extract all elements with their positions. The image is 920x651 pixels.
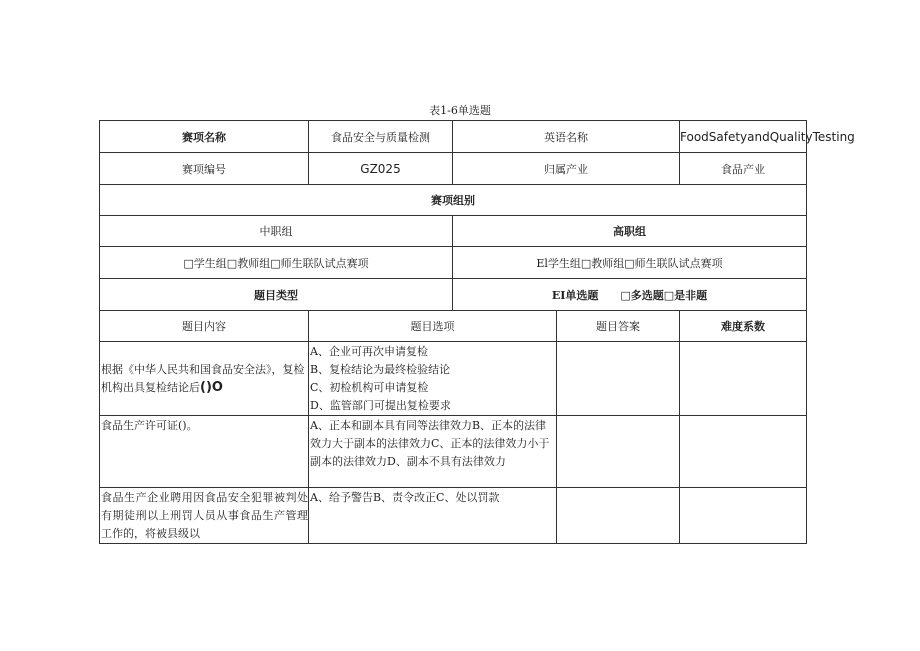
- column-header-row: [100, 311, 807, 342]
- question-content-line: 根据《中华人民共和国食品安全法》，复检: [101, 363, 305, 376]
- question-content: 食品生产企业聘用因食品安全犯罪被判处有期徒刑以上刑罚人员从事食品生产管理工作的，将被县级以: [100, 488, 309, 544]
- question-difficulty: [680, 488, 807, 544]
- question-row: [100, 342, 807, 416]
- groups-options-row: [100, 247, 807, 279]
- higher-group-options: El学生组□教师组□师生联队试点赛项: [453, 247, 807, 279]
- question-type-row: [100, 279, 807, 311]
- groups-title: 赛项组别: [100, 185, 807, 216]
- question-type-options: EI单选题 □多选题□是非题: [453, 279, 807, 311]
- question-form-table: [99, 120, 855, 544]
- event-name-row: [100, 121, 807, 153]
- secondary-group-label: 中职组: [100, 216, 453, 247]
- option-a: A、企业可再次申请复检: [310, 345, 428, 358]
- industry-label: 归属产业: [453, 153, 680, 185]
- question-answer: [557, 488, 680, 544]
- higher-group-label: 高职组: [453, 216, 807, 247]
- question-row: [100, 488, 807, 544]
- option-b: B、复检结论为最终检验结论: [310, 363, 451, 376]
- option-d: D、监管部门可提出复检要求: [310, 399, 451, 412]
- question-answer: [557, 416, 680, 488]
- question-options: [309, 342, 557, 416]
- table-caption: 表1-6单选题: [429, 104, 491, 117]
- secondary-group-options: □学生组□教师组□师生联队试点赛项: [100, 247, 453, 279]
- industry-value: 食品产业: [680, 153, 807, 185]
- event-name-label: 赛项名称: [100, 121, 309, 153]
- column-header-options: 题目选项: [309, 311, 557, 342]
- question-type-label: 题目类型: [100, 279, 453, 311]
- question-difficulty: [680, 342, 807, 416]
- question-difficulty: [680, 416, 807, 488]
- english-name-label: 英语名称: [453, 121, 680, 153]
- answer-blank: ()O: [200, 380, 223, 395]
- groups-label-row: [100, 216, 807, 247]
- event-code-value: GZ025: [309, 153, 453, 185]
- column-header-content: 题目内容: [100, 311, 309, 342]
- question-content: [100, 342, 309, 416]
- event-code-label: 赛项编号: [100, 153, 309, 185]
- english-name-value: FoodSafetyandQualityTesting: [680, 121, 807, 153]
- event-code-row: [100, 153, 807, 185]
- question-content-line: 机构出具复检结论后()O: [101, 380, 223, 395]
- event-name-value: 食品安全与质量检测: [309, 121, 453, 153]
- question-answer: [557, 342, 680, 416]
- column-header-answer: 题目答案: [557, 311, 680, 342]
- column-header-difficulty: 难度系数: [680, 311, 807, 342]
- option-c: C、初检机构可申请复检: [310, 381, 429, 394]
- question-row: [100, 416, 807, 488]
- groups-title-row: [100, 185, 807, 216]
- question-content: 食品生产许可证()。: [100, 416, 309, 488]
- question-options: A、给予警告B、责令改正C、处以罚款: [309, 488, 557, 544]
- question-options: A、正本和副本具有同等法律效力B、正本的法律效力大于副本的法律效力C、正本的法律效力小于副本的法律效力D、副本不具有法律效力: [309, 416, 557, 488]
